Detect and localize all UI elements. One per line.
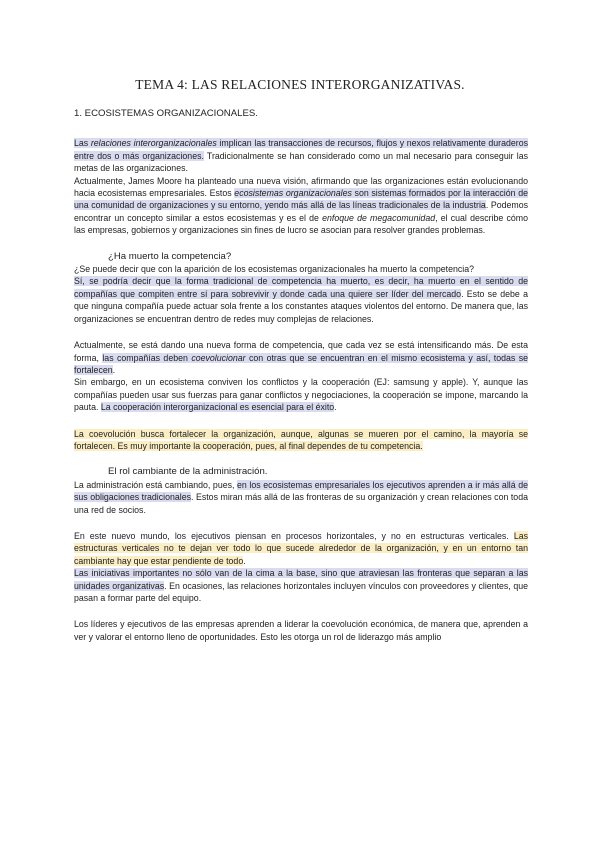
document-body bbox=[74, 108, 528, 643]
paragraph-coevolucionar: Actualmente, se está dando una nueva forma de competencia, que cada vez se está intensificando más. De esta forma, las compañías deben coevolucionar con otras que se encuentran en el mismo ecosistema y así, todas se fortalecen. bbox=[74, 340, 529, 375]
highlight: Las iniciativas importantes no sólo van de la cima a la base, sino que atraviesan las fronteras que separan a las unidades organizativas bbox=[74, 568, 528, 591]
paragraph-administracion: La administración está cambiando, pues, en los ecosistemas empresariales los ejecutivos aprenden a ir más allá de sus obligaciones tradicionales. Estos miran más allá de las fronteras de su organización y crean relaciones con toda una red de socios. bbox=[74, 479, 528, 515]
highlight: Sí, se podría decir que la forma tradicional de competencia ha muerto, es decir, ha muerto en el sentido de compañías que compiten entre sí para sobrevivir y donde cada una quiere ser líder del mercado bbox=[74, 276, 528, 299]
highlight: ecosistemas organizacionales son sistemas formados por la interacción de una comunidad de organizaciones y su entorno, yendo más allá de las líneas tradicionales de la industria bbox=[74, 188, 528, 211]
paragraph-coevolucion bbox=[74, 428, 528, 453]
subheading-competencia: ¿Ha muerto la competencia? bbox=[108, 250, 232, 262]
paragraph-relaciones: Las relaciones interorganizacionales implican las transacciones de recursos, flujos y nexos relativamente duraderos entre dos o más organizaciones. Tradicionalmente se han considerado como un mal necesario para conseguir las metas de las organizaciones. bbox=[74, 138, 528, 174]
paragraph-cooperacion: Sin embargo, en un ecosistema conviven los conflictos y la cooperación (EJ: samsung y apple). Y, aunque las compañías pueden usar sus fuerzas para ganar conflictos y negociaciones, la cooperación se impone, marcando la pauta. La cooperación interorganizacional es esencial para el éxito. bbox=[74, 377, 528, 413]
highlight: las compañías deben coevolucionar con otras que se encuentran en el mismo ecosistema y así, todas se fortalecen bbox=[74, 352, 529, 375]
paragraph-lideres: Los líderes y ejecutivos de las empresas aprenden a liderar la coevolución económica, de manera que, aprenden a ver y valorar el entorno lleno de oportunidades. Esto les otorga un rol de liderazgo más amplio bbox=[74, 619, 528, 642]
subheading-administracion: El rol cambiante de la administración. bbox=[108, 466, 268, 478]
document-title: TEMA 4: LAS RELACIONES INTERORGANIZATIVAS. bbox=[135, 77, 465, 92]
paragraph-iniciativas: Las iniciativas importantes no sólo van de la cima a la base, sino que atraviesan las fronteras que separan a las unidades organizativas. En ocasiones, las relaciones horizontales incluyen vínculos con proveedores y clientes, que pasan a formar parte del equipo. bbox=[74, 568, 529, 603]
paragraph-question: ¿Se puede decir que con la aparición de los ecosistemas organizacionales ha muerto la competencia? bbox=[74, 264, 475, 275]
section-heading-ecosistemas: 1. ECOSISTEMAS ORGANIZACIONALES. bbox=[74, 108, 258, 119]
highlight: Las estructuras verticales no te dejan ver todo lo que sucede alrededor de la organización, y en un entorno tan cambiante hay que estar pendiente de todo bbox=[74, 530, 528, 566]
highlight: Las relaciones interorganizacionales implican las transacciones de recursos, flujos y nexos relativamente duraderos entre dos o más organizaciones. bbox=[74, 138, 528, 161]
paragraph-horizontales: En este nuevo mundo, los ejecutivos piensan en procesos horizontales, y no en estructuras verticales. Las estructuras verticales no te dejan ver todo lo que sucede alrededor de la organización, y en un entorno tan cambiante hay que estar pendiente de todo. bbox=[74, 530, 528, 566]
paragraph-ecosistemas: Actualmente, James Moore ha planteado una nueva visión, afirmando que las organizaciones están evolucionando hacia ecosistemas empresariales. Estos ecosistemas organizacionales son sistemas formados por la interacción de una comunidad de organizaciones y su entorno, yendo más allá de las líneas tradicionales de la industria. Podemos encontrar un concepto similar a estos ecosistemas y es el de enfoque de megacomunidad, el cual describe cómo las empresas, gobiernos y organizaciones sin fines de lucro se asocian para resolver grandes problemas. bbox=[74, 175, 529, 236]
highlight: La coevolución busca fortalecer la organización, aunque, algunas se mueren por el camino, la mayoría se fortalecen. Es muy importante la cooperación, pues, al final dependes de tu competencia. bbox=[74, 428, 528, 451]
highlight: en los ecosistemas empresariales los ejecutivos aprenden a ir más allá de sus obligaciones tradicionales bbox=[74, 479, 528, 503]
paragraph-answer: Sí, se podría decir que la forma tradicional de competencia ha muerto, es decir, ha muerto en el sentido de compañías que compiten entre sí para sobrevivir y donde cada una quiere ser líder del mercado. Esto se debe a que ninguna compañía puede actuar sola frente a los constantes ataques violentos del entorno. De manera que, las organizaciones se encuentran dentro de redes muy complejas de relaciones. bbox=[74, 276, 528, 324]
highlight: La cooperación interorganizacional es esencial para el éxito bbox=[100, 402, 335, 413]
